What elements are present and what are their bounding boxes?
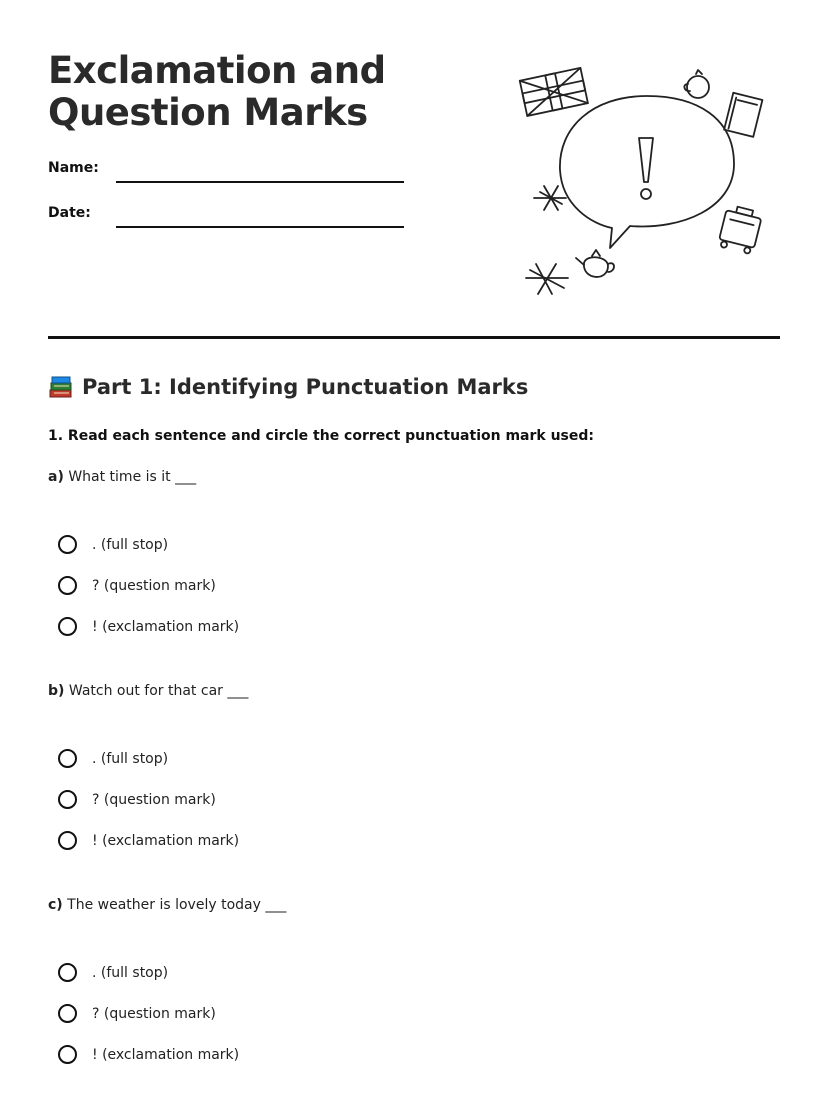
question-c — [48, 897, 286, 913]
name-field[interactable] — [116, 181, 404, 183]
books-icon — [48, 374, 74, 400]
option-label: ? (question mark) — [92, 577, 216, 594]
title-line-2: Question Marks — [48, 91, 368, 134]
date-field[interactable] — [116, 226, 404, 228]
option-question-mark[interactable] — [58, 790, 216, 809]
radio-circle[interactable] — [58, 749, 77, 768]
option-label: ? (question mark) — [92, 791, 216, 808]
suitcase-icon — [717, 204, 762, 254]
teapot-icon — [576, 250, 614, 277]
option-label: ! (exclamation mark) — [92, 1046, 240, 1063]
question-text: The weather is lovely today ___ — [67, 897, 287, 913]
option-question-mark[interactable] — [58, 576, 216, 595]
name-label: Name: — [48, 160, 99, 176]
teacup-icon — [684, 70, 709, 98]
option-label: . (full stop) — [92, 964, 169, 981]
book-icon — [724, 93, 762, 137]
radio-circle[interactable] — [58, 617, 77, 636]
option-exclamation-mark[interactable] — [58, 617, 239, 636]
instruction-text: 1. Read each sentence and circle the correct punctuation mark used: — [48, 428, 594, 444]
question-b — [48, 683, 248, 699]
radio-circle[interactable] — [58, 535, 77, 554]
radio-circle[interactable] — [58, 963, 77, 982]
question-letter: a) — [48, 469, 64, 485]
radio-circle[interactable] — [58, 1004, 77, 1023]
question-letter: b) — [48, 683, 65, 699]
option-full-stop[interactable] — [58, 963, 168, 982]
snowflake-icon — [534, 186, 566, 210]
speech-bubble-icon — [560, 96, 734, 248]
radio-circle[interactable] — [58, 790, 77, 809]
union-jack-flag-icon — [520, 68, 588, 116]
option-full-stop[interactable] — [58, 749, 168, 768]
question-text: What time is it ___ — [68, 469, 197, 485]
question-text: Watch out for that car ___ — [68, 683, 249, 699]
title-line-1: Exclamation and — [48, 49, 386, 92]
radio-circle[interactable] — [58, 831, 77, 850]
option-label: . (full stop) — [92, 750, 169, 767]
option-label: . (full stop) — [92, 536, 169, 553]
page-title — [48, 50, 386, 134]
question-letter: c) — [48, 897, 63, 913]
radio-circle[interactable] — [58, 576, 77, 595]
option-label: ? (question mark) — [92, 1005, 216, 1022]
option-exclamation-mark[interactable] — [58, 1045, 239, 1064]
radio-circle[interactable] — [58, 1045, 77, 1064]
section-heading — [48, 374, 528, 400]
option-full-stop[interactable] — [58, 535, 168, 554]
speech-bubble-illustration — [512, 58, 782, 308]
option-label: ! (exclamation mark) — [92, 618, 240, 635]
snowflake-icon — [526, 264, 568, 294]
section-divider — [48, 336, 780, 339]
question-a — [48, 469, 196, 485]
option-label: ! (exclamation mark) — [92, 832, 240, 849]
option-question-mark[interactable] — [58, 1004, 216, 1023]
date-label: Date: — [48, 205, 91, 221]
exclamation-mark-icon — [639, 138, 653, 199]
option-exclamation-mark[interactable] — [58, 831, 239, 850]
section-heading-text: Part 1: Identifying Punctuation Marks — [82, 375, 529, 399]
